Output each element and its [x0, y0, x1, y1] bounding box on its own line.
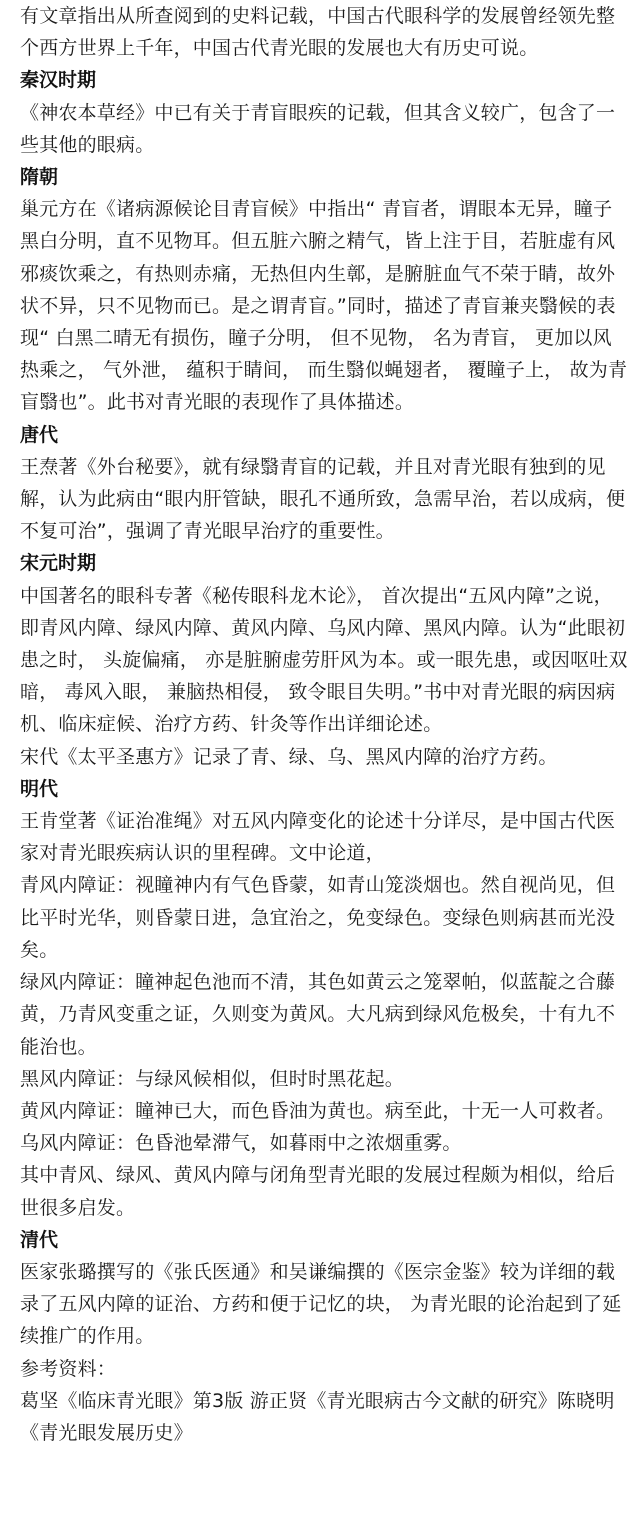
section-paragraph: 《神农本草经》中已有关于青盲眼疾的记载，但其含义较广，包含了一些其他的眼病。	[20, 101, 616, 156]
section-paragraph: 乌风内障证：色昏池晕滞气，如暮雨中之浓烟重雾。	[20, 1132, 462, 1155]
references-label: 参考资料：	[20, 1357, 117, 1380]
section-qing	[20, 1224, 628, 1449]
section-paragraph: 黑风内障证：与绿风候相似，但时时黑花起。	[20, 1067, 405, 1090]
section-heading: 唐代	[20, 423, 59, 446]
section-heading: 隋朝	[20, 166, 59, 189]
section-heading: 明代	[20, 777, 59, 800]
section-heading: 宋元时期	[20, 552, 97, 575]
section-ming	[20, 773, 628, 1224]
section-paragraph: 青风内障证：视瞳神内有气色昏蒙，如青山笼淡烟也。然自视尚见，但比平时光华，则昏蒙日进，急宜治之，免变绿色。变绿色则病甚而光没矣。	[20, 874, 616, 961]
section-paragraph: 黄风内障证：瞳神已大，而色昏油为黄也。病至此，十无一人可救者。	[20, 1099, 616, 1122]
section-tang	[20, 419, 628, 548]
section-heading: 清代	[20, 1228, 59, 1251]
section-heading: 秦汉时期	[20, 69, 97, 92]
section-qin-han	[20, 64, 628, 161]
section-song-yuan	[20, 547, 628, 772]
section-paragraph: 其中青风、绿风、黄风内障与闭角型青光眼的发展过程颇为相似，给后世很多启发。	[20, 1164, 616, 1219]
references-list: 葛坚《临床青光眼》第3版 游正贤《青光眼病古今文献的研究》陈晓明《青光眼发展历史》	[20, 1389, 615, 1444]
intro-paragraph: 有文章指出从所查阅到的史料记载，中国古代眼科学的发展曾经领先整个西方世界上千年，中国古代青光眼的发展也大有历史可说。	[20, 5, 616, 60]
section-paragraph: 王肯堂著《证治准绳》对五风内障变化的论述十分详尽，是中国古代医家对青光眼疾病认识的里程碑。文中论道，	[20, 810, 616, 865]
section-paragraph: 王焘著《外台秘要》，就有绿翳青盲的记载，并且对青光眼有独到的见解，认为此病由“眼内肝管缺，眼孔不通所致，急需早治，若以成病，便不复可治”，强调了青光眼早治疗的重要性。	[20, 455, 626, 543]
section-paragraph: 巢元方在《诸病源候论目青盲候》中指出“ 青盲者，谓眼本无异，瞳子黑白分明，直不见物耳。但五脏六腑之精气，皆上注于目，若脏虚有风邪痰饮乘之，有热则赤痛，无热但内生鄣，是腑脏血气不荣于睛，故外状不异，只不见物而已。是之谓青盲。”同时，描述了青盲兼夹翳候的表现“ 白黑二晴无有损伤，瞳子分明， 但不见物， 名为青盲， 更加以风热乘之， 气外泄， 蕴积于睛间， 而生翳似蝇翅者， 覆瞳子上， 故为青盲翳也”。此书对青光眼的表现作了具体描述。	[20, 198, 628, 414]
section-paragraph: 宋代《太平圣惠方》记录了青、绿、乌、黑风内障的治疗方药。	[20, 745, 558, 768]
section-sui	[20, 161, 628, 419]
section-paragraph: 医家张璐撰写的《张氏医通》和吴谦编撰的《医宗金鉴》较为详细的载录了五风内障的证治、方药和便于记忆的块， 为青光眼的论治起到了延续推广的作用。	[20, 1260, 622, 1348]
section-paragraph: 中国著名的眼科专著《秘传眼科龙木论》， 首次提出“五风内障”之说， 即青风内障、绿风内障、黄风内障、乌风内障、黑风内障。认为“此眼初患之时， 头旋偏痛， 亦是脏腑虚劳肝风为本。或一眼先患，或因呕吐双暗， 毒风入眼， 兼脑热相侵， 致令眼目失明。”书中对青光眼的病因病机、临床症候、治疗方药、针灸等作出详细论述。	[20, 584, 628, 736]
section-paragraph: 绿风内障证：瞳神起色池而不清，其色如黄云之笼翠帕，似蓝靛之合藤黄，乃青风变重之证，久则变为黄风。大凡病到绿风危极矣，十有九不能治也。	[20, 971, 616, 1058]
